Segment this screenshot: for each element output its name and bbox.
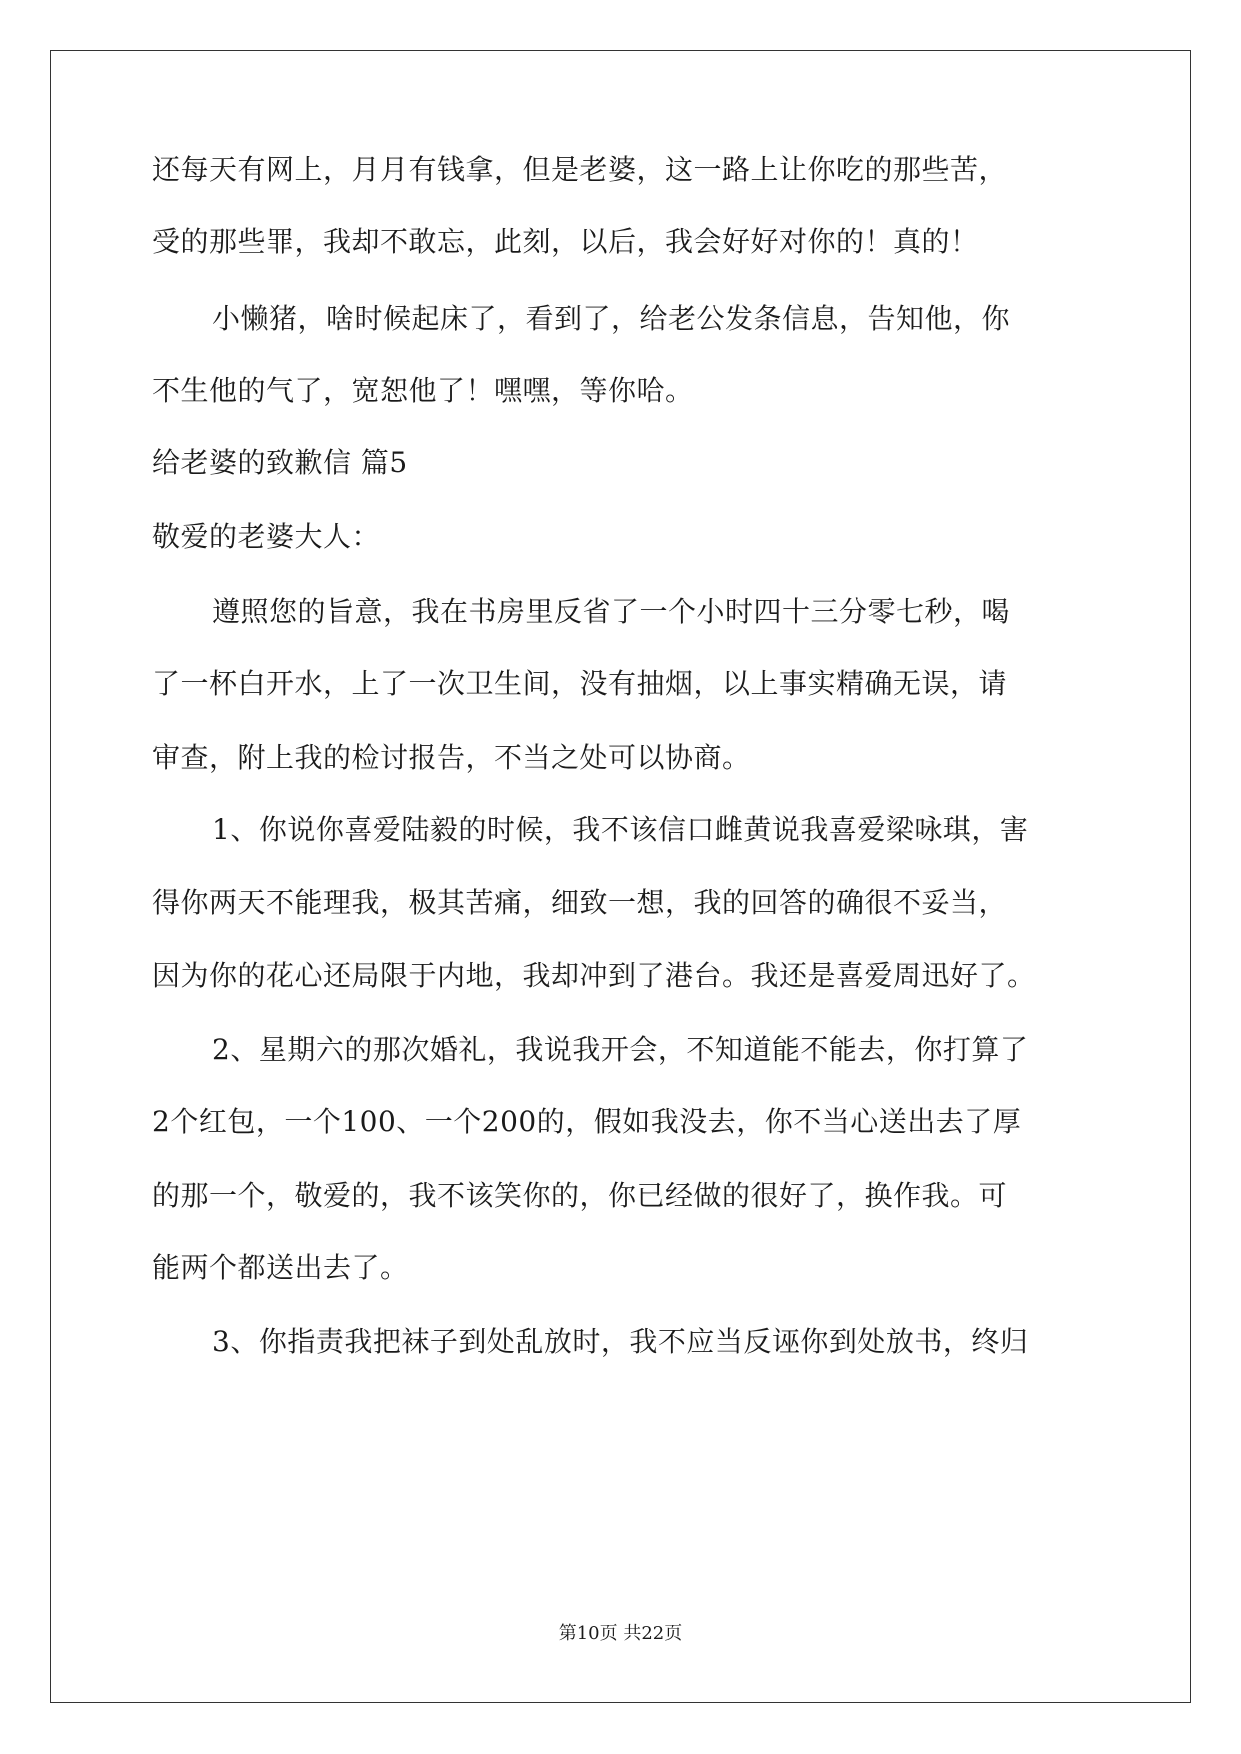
text-line: 不生他的气了，宽恕他了！嘿嘿，等你哈。 xyxy=(152,374,694,407)
text-line: 得你两天不能理我，极其苦痛，细致一想，我的回答的确很不妥当， xyxy=(152,886,1008,919)
text-line: 2个红包，一个100、一个200的，假如我没去，你不当心送出去了厚 xyxy=(152,1105,1022,1138)
text-line: 2、星期六的那次婚礼，我说我开会，不知道能不能去，你打算了 xyxy=(212,1033,1029,1066)
section-heading: 给老婆的致歉信 篇5 xyxy=(152,446,408,479)
text-line: 能两个都送出去了。 xyxy=(152,1251,409,1284)
text-line: 3、你指责我把袜子到处乱放时，我不应当反诬你到处放书，终归 xyxy=(212,1325,1029,1358)
text-line: 因为你的花心还局限于内地，我却冲到了港台。我还是喜爱周迅好了。 xyxy=(152,959,1036,992)
page-number: 第10页 共22页 xyxy=(558,1623,683,1644)
salutation: 敬爱的老婆大人： xyxy=(152,520,381,553)
page-border xyxy=(50,50,1191,1703)
text-line: 遵照您的旨意，我在书房里反省了一个小时四十三分零七秒，喝 xyxy=(212,595,1011,628)
text-line: 小懒猪，啥时候起床了，看到了，给老公发条信息，告知他，你 xyxy=(212,302,1011,335)
text-line: 审查，附上我的检讨报告，不当之处可以协商。 xyxy=(152,741,751,774)
text-line: 1、你说你喜爱陆毅的时候，我不该信口雌黄说我喜爱梁咏琪，害 xyxy=(212,813,1029,846)
text-line: 的那一个，敬爱的，我不该笑你的，你已经做的很好了，换作我。可 xyxy=(152,1179,1008,1212)
text-line: 还每天有网上，月月有钱拿，但是老婆，这一路上让你吃的那些苦， xyxy=(152,153,1008,186)
text-line: 了一杯白开水，上了一次卫生间，没有抽烟，以上事实精确无误，请 xyxy=(152,667,1008,700)
text-line: 受的那些罪，我却不敢忘，此刻，以后，我会好好对你的！真的！ xyxy=(152,225,979,258)
